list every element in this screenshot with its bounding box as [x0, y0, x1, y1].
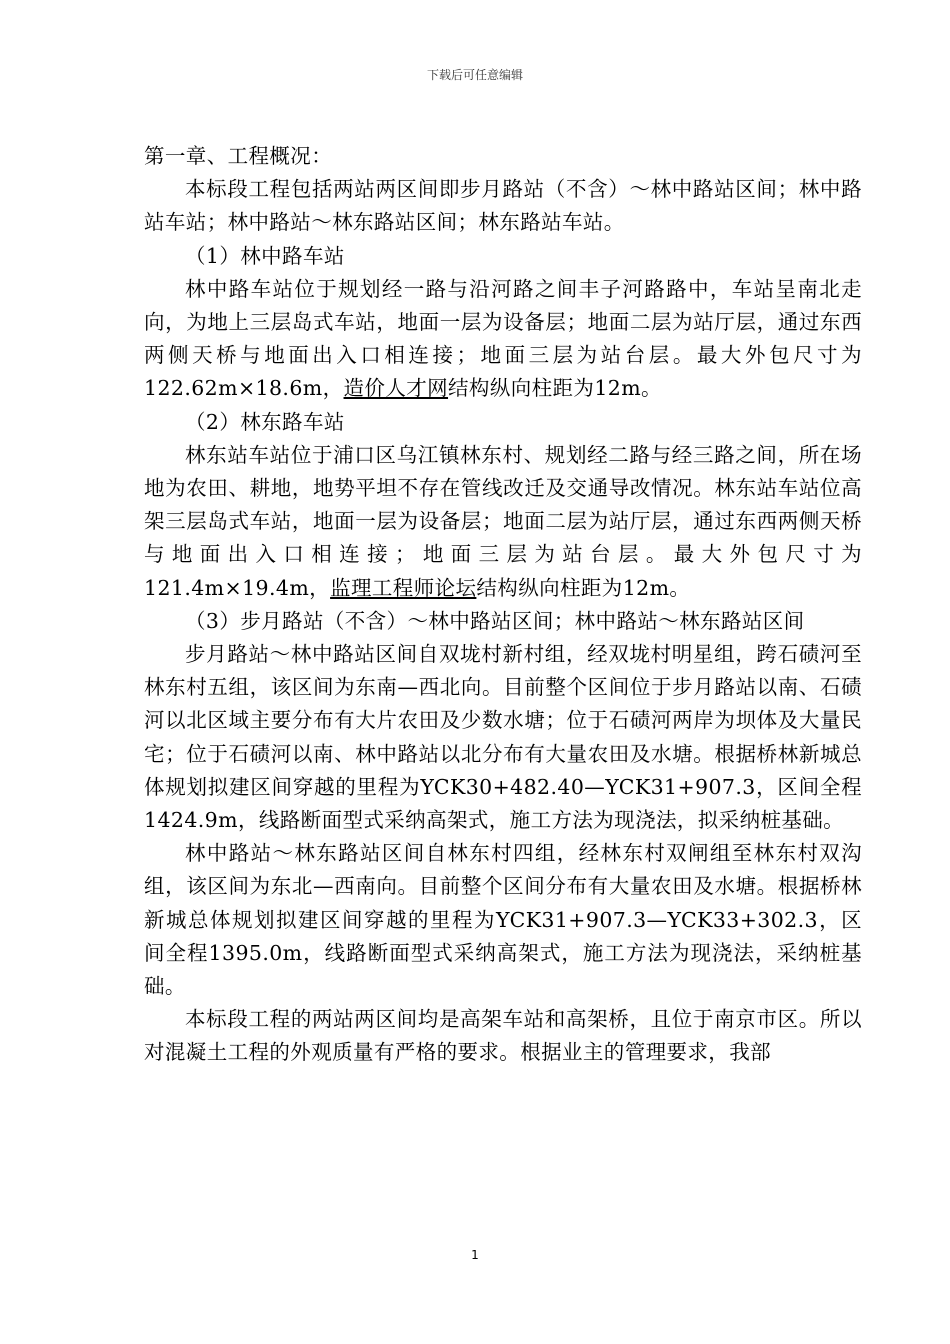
linzhong-text-a: 林中路车站位于规划经一路与沿河路之间丰子河路路中，车站呈南北走向，为地上三层岛式车站，地面一层为设备层；地面二层为站厅层，通过东西两侧天桥与地面出入口相连接；地面三层为站台层。最大外包尺寸为122.62m×18.6m， — [144, 276, 862, 401]
linzhong-text-b: 结构纵向柱距为12m。 — [448, 376, 662, 401]
header-note: 下载后可任意编辑 — [426, 68, 523, 82]
lindong-text-b: 结构纵向柱距为12m。 — [476, 575, 691, 600]
document-body — [144, 140, 862, 1070]
paragraph-overview: 本标段工程包括两站两区间即步月路站（不含）～林中路站区间；林中路站车站；林中路站～林东路站区间；林东路站车站。 — [144, 177, 862, 235]
chapter-title: 第一章、工程概况： — [144, 144, 333, 168]
link-zaojia-rencai[interactable]: 造价人才网 — [343, 376, 449, 401]
paragraph-linzhong — [144, 273, 862, 406]
lindong-text-a: 林东站车站位于浦口区乌江镇林东村、规划经二路与经三路之间，所在场地为农田、耕地，地势平坦不存在管线改迁及交通导改情况。林东站车站位高架三层岛式车站，地面一层为设备层；地面二层为站厅层，通过东西两侧天桥与地面出入口相连接；地面三层为站台层。最大外包尺寸为121.4m×19.4m， — [144, 442, 862, 600]
paragraph-interval-linzhong-lindong: 林中路站～林东路站区间自林东村四组，经林东村双闸组至林东村双沟组，该区间为东北—西南向。目前整个区间分布有大量农田及水塘。根据桥林新城总体规划拟建区间穿越的里程为YCK31+907.3—YCK33+302.3，区间全程1395.0m，线路断面型式采纳高架式，施工方法为现浇法，采纳桩基础。 — [144, 841, 862, 999]
paragraph-quality-requirements: 本标段工程的两站两区间均是高架车站和高架桥，且位于南京市区。所以对混凝土工程的外观质量有严格的要求。根据业主的管理要求，我部 — [144, 1007, 862, 1065]
section-title-lindong: （2）林东路车站 — [185, 409, 345, 434]
paragraph-interval-buyue-linzhong: 步月路站～林中路站区间自双垅村新村组，经双垅村明星组，跨石碛河至林东村五组，该区间为东南—西北向。目前整个区间位于步月路站以南、石碛河以北区域主要分布有大片农田及少数水塘；位于石碛河两岸为坝体及大量民宅；位于石碛河以南、林中路站以北分布有大量农田及水塘。根据桥林新城总体规划拟建区间穿越的里程为YCK30+482.40—YCK31+907.3，区间全程1424.9m，线路断面型式采纳高架式，施工方法为现浇法，拟采纳桩基础。 — [144, 642, 862, 833]
section-title-linzhong: （1）林中路车站 — [185, 243, 345, 268]
link-jianli-luntan[interactable]: 监理工程师论坛 — [330, 575, 477, 600]
section-title-intervals: （3）步月路站（不含）～林中路站区间；林中路站～林东路站区间 — [185, 608, 805, 633]
page-number: 1 — [471, 1248, 479, 1262]
paragraph-lindong — [144, 439, 862, 605]
